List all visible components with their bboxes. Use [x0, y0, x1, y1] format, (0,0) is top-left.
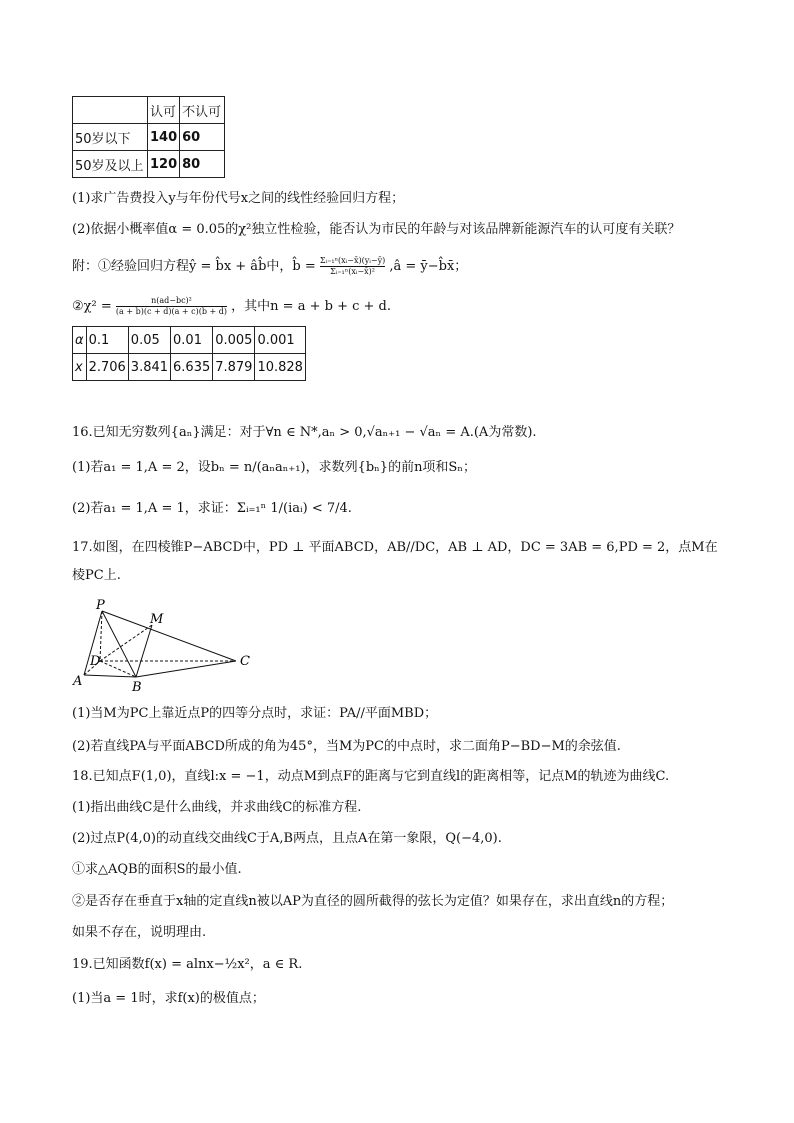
survey-table — [72, 96, 225, 178]
critical-value-table — [72, 326, 306, 381]
table-cell: 0.001 — [255, 327, 306, 354]
table-row — [73, 124, 225, 151]
table-cell: 10.828 — [255, 354, 306, 381]
edge-bm — [136, 625, 152, 677]
label-d: D — [90, 654, 101, 669]
q15-appendix-2 — [72, 296, 391, 317]
formula-denominator: (a + b)(c + d)(a + c)(b + d) — [115, 307, 228, 316]
table-cell: 7.879 — [213, 354, 255, 381]
table-row — [73, 151, 225, 178]
label-p: P — [96, 598, 105, 613]
edge-dm — [100, 625, 152, 661]
table-cell: x — [73, 354, 87, 381]
table-cell: 0.005 — [213, 327, 255, 354]
q17-part2: (2)若直线PA与平面ABCD所成的角为45°，当M为PC的中点时，求二面角P−BD−M的余弦值. — [72, 739, 621, 754]
q18-part1: (1)指出曲线C是什么曲线，并求曲线C的标准方程. — [72, 800, 362, 815]
formula-denominator: Σᵢ₌₁ⁿ(xᵢ−x̄)² — [330, 267, 376, 276]
table-cell: 3.841 — [128, 354, 170, 381]
appendix-tail: ，其中n = a + b + c + d. — [231, 299, 391, 314]
helper — [102, 611, 152, 625]
appendix-lead: 附：①经验回归方程ŷ = b̂x + âb̂中，b̂ = — [72, 259, 316, 274]
formula-b-hat — [320, 256, 385, 277]
q19-stem: 19.已知函数f(x) = alnx−½x²，a ∈ R. — [72, 957, 303, 972]
q17-stem-line1: 17.如图，在四棱锥P−ABCD中，PD ⊥ 平面ABCD，AB//DC，AB ⊥ AD，DC = 3AB = 6,PD = 2，点M在 — [72, 540, 718, 555]
q18-part2-b-line2: 如果不存在，说明理由. — [72, 925, 207, 940]
table-cell: 140 — [148, 124, 180, 151]
edge-bc — [136, 661, 236, 677]
pyramid-figure — [70, 595, 270, 695]
edge-pc — [102, 611, 236, 661]
table-cell: 不认可 — [180, 97, 225, 124]
table-cell: 0.1 — [86, 327, 128, 354]
table-cell: 0.01 — [171, 327, 213, 354]
table-cell: 120 — [148, 151, 180, 178]
table-cell: 60 — [180, 124, 225, 151]
q18-part2-b-line1: ②是否存在垂直于x轴的定直线n被以AP为直径的圆所截得的弦长为定值？如果存在，求出直线n的方程； — [72, 894, 674, 909]
q17-stem-line2: 棱PC上. — [72, 568, 121, 583]
q15-part2: (2)依据小概率值α = 0.05的χ²独立性检验，能否认为市民的年龄与对该品牌新能源汽车的认可度有关联？ — [72, 222, 681, 237]
table-cell: 认可 — [148, 97, 180, 124]
q16-part2: (2)若a₁ = 1,A = 1，求证：Σᵢ₌₁ⁿ 1/(iaᵢ) < 7/4. — [72, 501, 352, 516]
q16-part1: (1)若a₁ = 1,A = 2，设bₙ = n/(aₙaₙ₊₁)，求数列{bₙ}的前n项和Sₙ； — [72, 460, 476, 475]
table-cell: 2.706 — [86, 354, 128, 381]
q18-stem: 18.已知点F(1,0)，直线l:x = −1，动点M到点F的距离与它到直线l的距离相等，记点M的轨迹为曲线C. — [72, 769, 670, 784]
table-row — [73, 97, 225, 124]
formula-a-hat: ,â = ȳ−b̂x̄； — [389, 259, 468, 274]
q18-part2-a: ①求△AQB的面积S的最小值. — [72, 862, 242, 877]
formula-chi-square — [116, 296, 227, 317]
table-cell: 80 — [180, 151, 225, 178]
q15-appendix-1 — [72, 256, 467, 277]
table-cell: 50岁以下 — [73, 124, 148, 151]
table-cell: 6.635 — [171, 354, 213, 381]
q18-part2: (2)过点P(4,0)的动直线交曲线C于A,B两点，且点A在第一象限，Q(−4,0). — [72, 831, 502, 846]
appendix-lead: ②χ² = — [72, 299, 112, 314]
table-cell — [73, 97, 148, 124]
label-c: C — [240, 654, 250, 669]
table-row — [73, 354, 306, 381]
q17-part1: (1)当M为PC上靠近点P的四等分点时，求证：PA//平面MBD； — [72, 706, 438, 721]
label-b: B — [132, 680, 142, 695]
formula-numerator: Σᵢ₌₁ⁿ(xᵢ−x̄)(yᵢ−ȳ) — [319, 256, 386, 265]
table-cell: 50岁及以上 — [73, 151, 148, 178]
table-cell: 0.05 — [128, 327, 170, 354]
formula-numerator: n(ad−bc)² — [116, 296, 227, 307]
q19-part1: (1)当a = 1时，求f(x)的极值点； — [72, 991, 265, 1006]
q15-part1: (1)求广告费投入y与年份代号x之间的线性经验回归方程； — [72, 191, 405, 206]
table-cell: α — [73, 327, 87, 354]
edge-db — [100, 661, 136, 677]
edge-pb — [102, 611, 136, 677]
edge-ab — [84, 675, 136, 677]
table-row — [73, 327, 306, 354]
label-a: A — [73, 674, 83, 689]
q16-stem: 16.已知无穷数列{aₙ}满足：对于∀n ∈ N*,aₙ > 0,√aₙ₊₁ − √aₙ = A.(A为常数). — [72, 425, 537, 440]
label-m: M — [150, 612, 164, 627]
